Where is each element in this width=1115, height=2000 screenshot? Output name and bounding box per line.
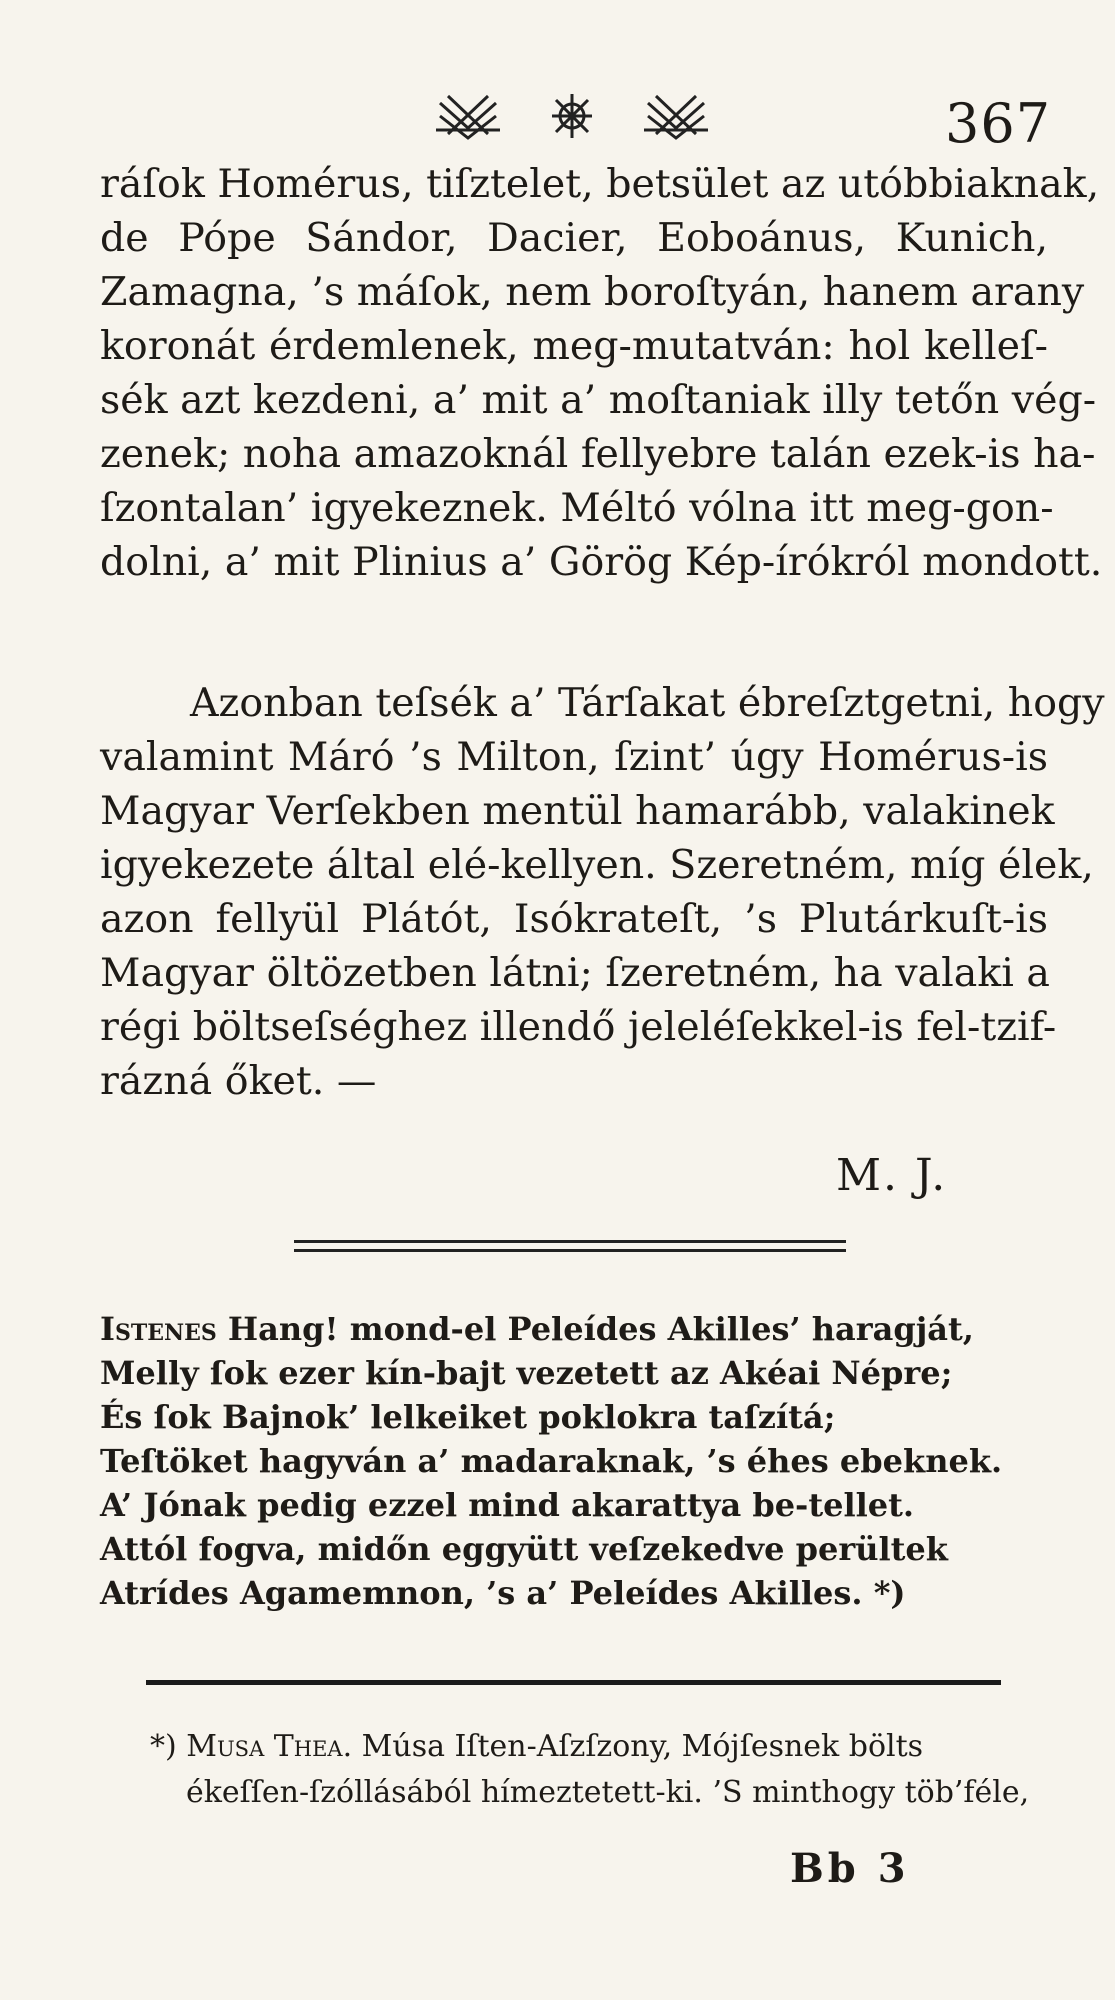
text-line: rázná őket. —	[100, 1058, 377, 1104]
verse-initial-word: Istenes	[100, 1310, 217, 1348]
verse-line: Teſtöket hagyván a’ madaraknak, ’s éhes ebeknek.	[100, 1442, 1003, 1480]
text-line: ráſok Homérus, tiſztelet, betsület az utóbbiaknak,	[100, 161, 1100, 207]
author-signature: M. J.	[836, 1150, 948, 1201]
footnote-title: Musa Thea.	[186, 1729, 353, 1764]
signature-mark: Bb 3	[790, 1845, 910, 1892]
text-line: ſzontalan’ igyekeznek. Méltó vólna itt meg-gon-	[100, 485, 1054, 531]
verse-line: És ſok Bajnok’ lelkeiket poklokra taſzítá;	[100, 1398, 836, 1436]
ornament-left-icon	[436, 96, 500, 138]
footnote-line: ékeſſen-ſzóllásából hímeztetett-ki. ’S minthogy töb’féle,	[186, 1775, 1030, 1810]
verse-line: Melly ſok ezer kín-bajt vezetett az Akéai Népre;	[100, 1354, 953, 1392]
text-line: régi böltseſséghez illendő jeleléſekkel-is fel-tzif-	[100, 1004, 1057, 1050]
text-line: koronát érdemlenek, meg-mutatván: hol kelleſ-	[100, 323, 1048, 369]
rule-line	[294, 1249, 846, 1252]
rule-line	[294, 1240, 846, 1243]
ornament-right-icon	[644, 96, 708, 138]
page-number: 367	[945, 92, 1052, 155]
text-line: de Pópe Sándor, Dacier, Eoboánus, Kunich,	[100, 215, 1048, 261]
verse-line: Atrídes Agamemnon, ’s a’ Peleídes Akilles. *)	[100, 1574, 906, 1612]
text-line: Zamagna, ’s máſok, nem boroſtyán, hanem arany	[100, 269, 1085, 315]
text-line: igyekezete által elé-kellyen. Szeretném, míg élek,	[100, 842, 1094, 888]
text-line: valamint Máró ’s Milton, ſzint’ úgy Homérus-is	[100, 734, 1048, 780]
ornament-center-icon	[552, 94, 592, 138]
footnote-mark: *)	[150, 1729, 177, 1764]
double-rule	[294, 1240, 846, 1254]
verse-line: Attól fogva, midőn eggyütt veſzekedve perültek	[100, 1530, 948, 1568]
page-header	[0, 88, 1115, 158]
footnote-text: Músa Iſten-Aſzſzony, Mójſesnek bölts	[352, 1729, 924, 1764]
verse-line-rest: Hang! mond-el Peleídes Akilles’ haragját,	[216, 1310, 974, 1348]
text-line: zenek; noha amazoknál fellyebre talán ezek-is ha-	[100, 431, 1096, 477]
text-line: sék azt kezdeni, a’ mit a’ moſtaniak illy tetőn vég-	[100, 377, 1097, 423]
text-line: Magyar öltözetben látni; ſzeretném, ha valaki a	[100, 950, 1050, 996]
verse-line: A’ Jónak pedig ezzel mind akarattya be-tellet.	[100, 1486, 915, 1524]
text-line: Magyar Verſekben mentül hamarább, valakinek	[100, 788, 1055, 834]
text-line: dolni, a’ mit Plinius a’ Görög Kép-írókról mondott.	[100, 539, 1103, 585]
text-line: Azonban teſsék a’ Tárſakat ébreſztgetni, hogy	[190, 680, 1105, 726]
text-line: azon fellyül Plátót, Isókrateſt, ’s Plutárkuſt-is	[100, 896, 1048, 942]
verse-line	[100, 1307, 1000, 1351]
footnote-rule	[146, 1680, 1001, 1685]
footnote-line	[150, 1724, 1070, 1770]
